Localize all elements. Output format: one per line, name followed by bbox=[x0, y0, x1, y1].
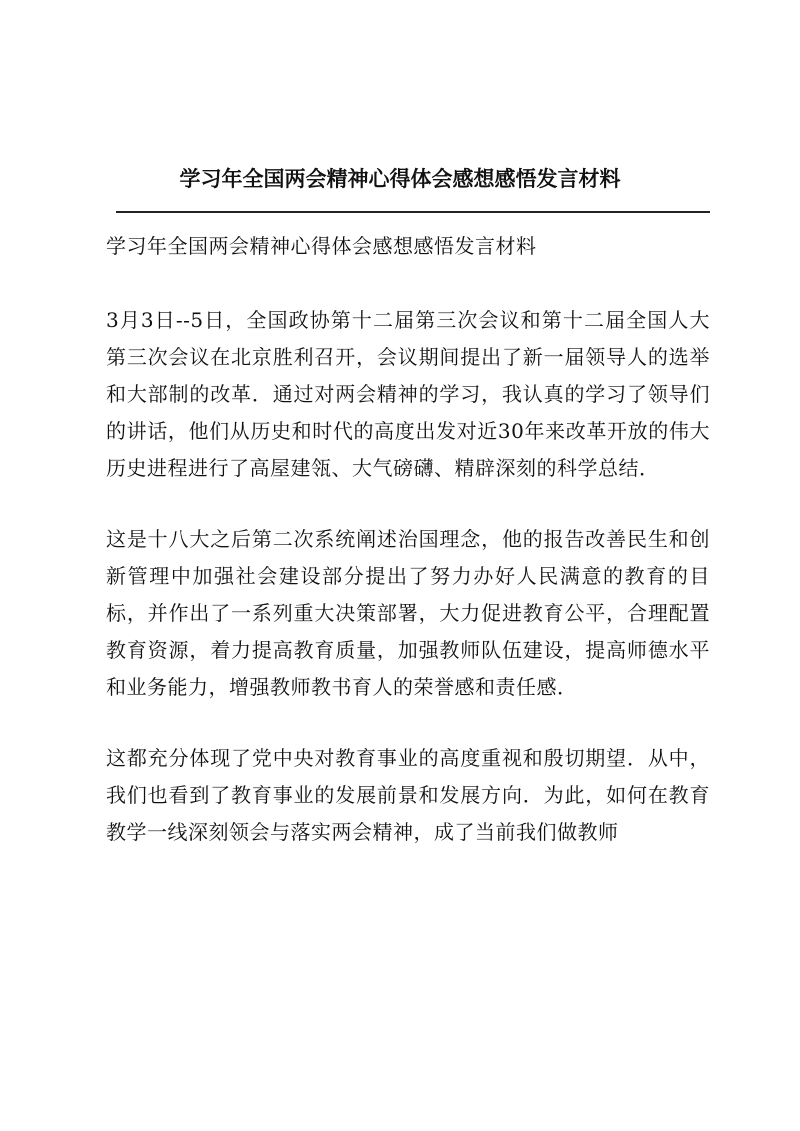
document-title: 学习年全国两会精神心得体会感想感悟发言材料 bbox=[179, 167, 621, 191]
title-divider bbox=[116, 211, 710, 213]
paragraph-2: 这是十八大之后第二次系统阐述治国理念，他的报告改善民生和创新管理中加强社会建设部分提出了努力办好人民满意的教育的目标，并作出了一系列重大决策部署，大力促进教育公平，合理配置教育资源，着力提高教育质量，加强教师队伍建设，提高师德水平和业务能力，增强教师教书育人的荣誉感和责任感． bbox=[106, 527, 710, 699]
paragraph-3: 这都充分体现了党中央对教育事业的高度重视和殷切期望．从中，我们也看到了教育事业的发展前景和发展方向．为此，如何在教育教学一线深刻领会与落实两会精神，成了当前我们做教师 bbox=[106, 746, 710, 844]
document-body bbox=[106, 228, 710, 885]
paragraph-1: 3月3日--5日，全国政协第十二届第三次会议和第十二届全国人大第三次会议在北京胜利召开，会议期间提出了新一届领导人的选举和大部制的改革．通过对两会精神的学习，我认真的学习了领导们的讲话，他们从历史和时代的高度出发对近30年来改革开放的伟大历史进程进行了高屋建瓴、大气磅礴、精辟深刻的科学总结． bbox=[106, 308, 710, 480]
subtitle-paragraph: 学习年全国两会精神心得体会感想感悟发言材料 bbox=[106, 234, 537, 258]
